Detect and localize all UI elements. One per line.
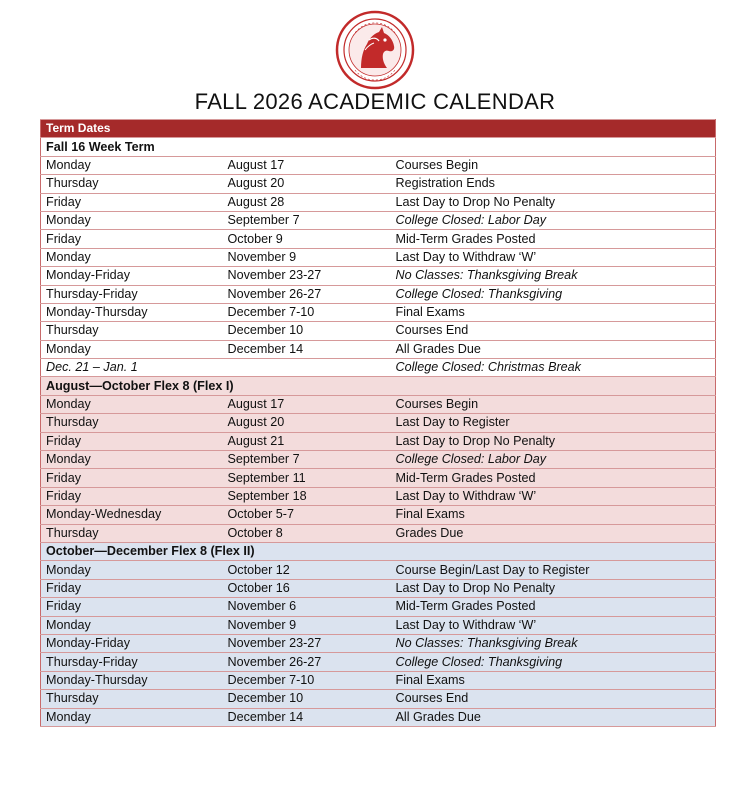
date-cell: October 9: [223, 230, 391, 248]
event-cell: All Grades Due: [391, 340, 716, 358]
event-cell: Final Exams: [391, 506, 716, 524]
day-cell: Monday-Wednesday: [41, 506, 223, 524]
day-cell: Monday: [41, 395, 223, 413]
table-row: [41, 230, 716, 248]
event-cell: Mid-Term Grades Posted: [391, 230, 716, 248]
day-cell: Dec. 21 – Jan. 1: [41, 359, 223, 377]
table-row: [41, 469, 716, 487]
date-cell: [223, 359, 391, 377]
table-row: [41, 432, 716, 450]
event-cell: No Classes: Thanksgiving Break: [391, 634, 716, 652]
event-cell: College Closed: Labor Day: [391, 211, 716, 229]
event-cell: Mid-Term Grades Posted: [391, 469, 716, 487]
day-cell: Thursday: [41, 175, 223, 193]
day-cell: Friday: [41, 487, 223, 505]
event-cell: College Closed: Labor Day: [391, 451, 716, 469]
event-cell: Last Day to Withdraw ‘W’: [391, 487, 716, 505]
table-row: [41, 267, 716, 285]
event-cell: Final Exams: [391, 303, 716, 321]
day-cell: Monday-Friday: [41, 634, 223, 652]
day-cell: Monday-Friday: [41, 267, 223, 285]
table-row: [41, 524, 716, 542]
date-cell: August 20: [223, 414, 391, 432]
day-cell: Friday: [41, 579, 223, 597]
table-row: [41, 395, 716, 413]
date-cell: December 14: [223, 708, 391, 726]
section-title: October—December Flex 8 (Flex II): [41, 542, 716, 560]
date-cell: October 16: [223, 579, 391, 597]
college-seal-icon: [335, 10, 415, 90]
event-cell: College Closed: Christmas Break: [391, 359, 716, 377]
day-cell: Monday-Thursday: [41, 303, 223, 321]
table-row: [41, 653, 716, 671]
event-cell: Courses End: [391, 690, 716, 708]
table-row: [41, 175, 716, 193]
day-cell: Friday: [41, 469, 223, 487]
event-cell: College Closed: Thanksgiving: [391, 285, 716, 303]
page-title: FALL 2026 ACADEMIC CALENDAR: [194, 89, 556, 114]
day-cell: Monday: [41, 211, 223, 229]
date-cell: December 14: [223, 340, 391, 358]
day-cell: Monday: [41, 708, 223, 726]
day-cell: Thursday-Friday: [41, 653, 223, 671]
event-cell: Last Day to Drop No Penalty: [391, 579, 716, 597]
date-cell: October 5-7: [223, 506, 391, 524]
date-cell: November 9: [223, 616, 391, 634]
event-cell: Final Exams: [391, 671, 716, 689]
date-cell: September 18: [223, 487, 391, 505]
table-row: [41, 322, 716, 340]
date-cell: August 28: [223, 193, 391, 211]
section-header-row: [41, 377, 716, 395]
date-cell: September 11: [223, 469, 391, 487]
day-cell: Monday: [41, 451, 223, 469]
event-cell: Last Day to Withdraw ‘W’: [391, 616, 716, 634]
table-row: [41, 359, 716, 377]
day-cell: Monday: [41, 248, 223, 266]
date-cell: December 7-10: [223, 303, 391, 321]
table-header-label: Term Dates: [41, 120, 716, 138]
event-cell: Courses Begin: [391, 395, 716, 413]
section-header-row: [41, 138, 716, 156]
day-cell: Thursday-Friday: [41, 285, 223, 303]
date-cell: August 17: [223, 395, 391, 413]
table-row: [41, 598, 716, 616]
day-cell: Friday: [41, 432, 223, 450]
section-title: Fall 16 Week Term: [41, 138, 716, 156]
date-cell: October 12: [223, 561, 391, 579]
section-title: August—October Flex 8 (Flex I): [41, 377, 716, 395]
date-cell: August 20: [223, 175, 391, 193]
day-cell: Monday: [41, 561, 223, 579]
event-cell: Course Begin/Last Day to Register: [391, 561, 716, 579]
table-row: [41, 690, 716, 708]
day-cell: Thursday: [41, 414, 223, 432]
event-cell: Last Day to Drop No Penalty: [391, 432, 716, 450]
day-cell: Monday: [41, 340, 223, 358]
event-cell: Last Day to Withdraw ‘W’: [391, 248, 716, 266]
table-row: [41, 616, 716, 634]
date-cell: August 21: [223, 432, 391, 450]
date-cell: December 10: [223, 690, 391, 708]
table-row: [41, 561, 716, 579]
table-row: [41, 248, 716, 266]
date-cell: November 26-27: [223, 653, 391, 671]
table-row: [41, 303, 716, 321]
date-cell: August 17: [223, 156, 391, 174]
day-cell: Thursday: [41, 690, 223, 708]
event-cell: Grades Due: [391, 524, 716, 542]
date-cell: November 9: [223, 248, 391, 266]
table-row: [41, 156, 716, 174]
event-cell: All Grades Due: [391, 708, 716, 726]
table-row: [41, 211, 716, 229]
event-cell: Mid-Term Grades Posted: [391, 598, 716, 616]
table-row: [41, 579, 716, 597]
event-cell: College Closed: Thanksgiving: [391, 653, 716, 671]
date-cell: November 26-27: [223, 285, 391, 303]
section-header-row: [41, 542, 716, 560]
date-cell: December 7-10: [223, 671, 391, 689]
day-cell: Monday: [41, 616, 223, 634]
table-row: [41, 487, 716, 505]
event-cell: No Classes: Thanksgiving Break: [391, 267, 716, 285]
event-cell: Courses End: [391, 322, 716, 340]
date-cell: November 6: [223, 598, 391, 616]
table-row: [41, 671, 716, 689]
table-row: [41, 340, 716, 358]
table-row: [41, 285, 716, 303]
day-cell: Thursday: [41, 524, 223, 542]
day-cell: Friday: [41, 193, 223, 211]
event-cell: Last Day to Drop No Penalty: [391, 193, 716, 211]
date-cell: September 7: [223, 451, 391, 469]
table-row: [41, 451, 716, 469]
date-cell: December 10: [223, 322, 391, 340]
event-cell: Last Day to Register: [391, 414, 716, 432]
table-header-row: [41, 120, 716, 138]
date-cell: November 23-27: [223, 634, 391, 652]
date-cell: September 7: [223, 211, 391, 229]
day-cell: Monday: [41, 156, 223, 174]
date-cell: October 8: [223, 524, 391, 542]
day-cell: Friday: [41, 598, 223, 616]
table-row: [41, 193, 716, 211]
table-row: [41, 634, 716, 652]
table-row: [41, 506, 716, 524]
day-cell: Friday: [41, 230, 223, 248]
table-row: [41, 708, 716, 726]
day-cell: Monday-Thursday: [41, 671, 223, 689]
event-cell: Courses Begin: [391, 156, 716, 174]
event-cell: Registration Ends: [391, 175, 716, 193]
table-row: [41, 414, 716, 432]
term-dates-table: [40, 119, 716, 727]
day-cell: Thursday: [41, 322, 223, 340]
date-cell: November 23-27: [223, 267, 391, 285]
